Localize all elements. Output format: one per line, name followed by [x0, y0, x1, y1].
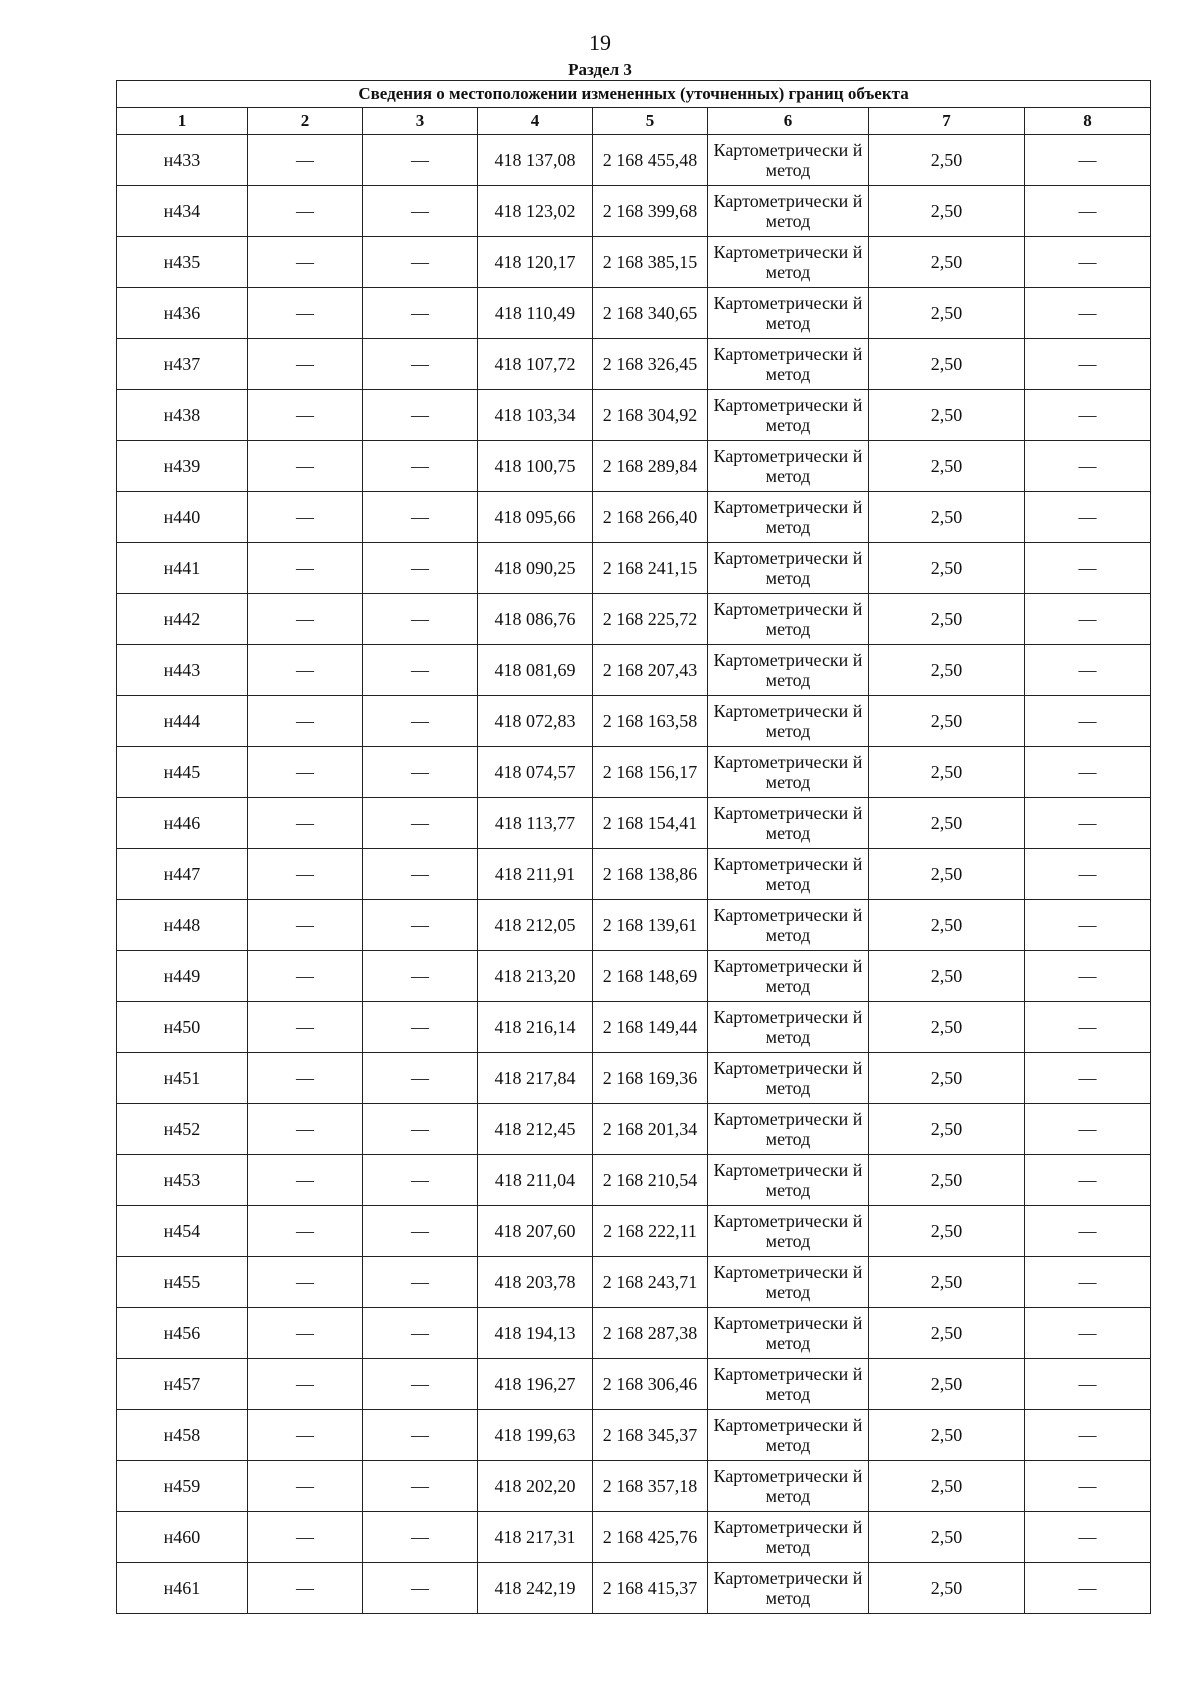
y-coordinate-cell: 2 168 156,17 [593, 747, 708, 798]
accuracy-cell: 2,50 [869, 1308, 1025, 1359]
empty-value-cell: — [1025, 1002, 1151, 1053]
table-row [117, 441, 1151, 492]
column-number: 8 [1025, 108, 1151, 135]
table-row [117, 645, 1151, 696]
empty-value-cell: — [1025, 1257, 1151, 1308]
method-cell: Картометрически й метод [708, 390, 869, 441]
y-coordinate-cell: 2 168 425,76 [593, 1512, 708, 1563]
point-name-cell: н450 [117, 1002, 248, 1053]
point-name-cell: н445 [117, 747, 248, 798]
x-coordinate-cell: 418 086,76 [478, 594, 593, 645]
empty-value-cell: — [363, 288, 478, 339]
empty-value-cell: — [248, 390, 363, 441]
empty-value-cell: — [1025, 645, 1151, 696]
y-coordinate-cell: 2 168 149,44 [593, 1002, 708, 1053]
empty-value-cell: — [1025, 1155, 1151, 1206]
point-name-cell: н449 [117, 951, 248, 1002]
empty-value-cell: — [1025, 390, 1151, 441]
empty-value-cell: — [248, 441, 363, 492]
point-name-cell: н458 [117, 1410, 248, 1461]
y-coordinate-cell: 2 168 287,38 [593, 1308, 708, 1359]
point-name-cell: н456 [117, 1308, 248, 1359]
point-name-cell: н442 [117, 594, 248, 645]
table-row [117, 186, 1151, 237]
point-name-cell: н439 [117, 441, 248, 492]
table-body [117, 135, 1151, 1614]
page-number: 19 [589, 30, 611, 55]
method-cell: Картометрически й метод [708, 1512, 869, 1563]
method-cell: Картометрически й метод [708, 1257, 869, 1308]
table-row [117, 1053, 1151, 1104]
x-coordinate-cell: 418 123,02 [478, 186, 593, 237]
y-coordinate-cell: 2 168 154,41 [593, 798, 708, 849]
y-coordinate-cell: 2 168 210,54 [593, 1155, 708, 1206]
accuracy-cell: 2,50 [869, 339, 1025, 390]
y-coordinate-cell: 2 168 169,36 [593, 1053, 708, 1104]
empty-value-cell: — [248, 1461, 363, 1512]
point-name-cell: н440 [117, 492, 248, 543]
empty-value-cell: — [363, 543, 478, 594]
point-name-cell: н447 [117, 849, 248, 900]
empty-value-cell: — [1025, 1359, 1151, 1410]
accuracy-cell: 2,50 [869, 1512, 1025, 1563]
section-title: Раздел 3 [568, 60, 632, 79]
empty-value-cell: — [248, 849, 363, 900]
method-cell: Картометрически й метод [708, 339, 869, 390]
empty-value-cell: — [363, 339, 478, 390]
x-coordinate-cell: 418 217,31 [478, 1512, 593, 1563]
method-cell: Картометрически й метод [708, 849, 869, 900]
y-coordinate-cell: 2 168 415,37 [593, 1563, 708, 1614]
empty-value-cell: — [248, 288, 363, 339]
table-row [117, 1563, 1151, 1614]
point-name-cell: н438 [117, 390, 248, 441]
empty-value-cell: — [248, 900, 363, 951]
method-cell: Картометрически й метод [708, 1410, 869, 1461]
y-coordinate-cell: 2 168 138,86 [593, 849, 708, 900]
empty-value-cell: — [1025, 492, 1151, 543]
empty-value-cell: — [1025, 1563, 1151, 1614]
x-coordinate-cell: 418 217,84 [478, 1053, 593, 1104]
table-row [117, 1104, 1151, 1155]
column-number-row [117, 108, 1151, 135]
point-name-cell: н454 [117, 1206, 248, 1257]
empty-value-cell: — [1025, 1206, 1151, 1257]
x-coordinate-cell: 418 074,57 [478, 747, 593, 798]
empty-value-cell: — [248, 1410, 363, 1461]
empty-value-cell: — [248, 1002, 363, 1053]
accuracy-cell: 2,50 [869, 798, 1025, 849]
empty-value-cell: — [248, 594, 363, 645]
method-cell: Картометрически й метод [708, 543, 869, 594]
empty-value-cell: — [363, 1104, 478, 1155]
empty-value-cell: — [248, 543, 363, 594]
empty-value-cell: — [1025, 339, 1151, 390]
x-coordinate-cell: 418 100,75 [478, 441, 593, 492]
method-cell: Картометрически й метод [708, 1206, 869, 1257]
table-row [117, 1257, 1151, 1308]
method-cell: Картометрически й метод [708, 900, 869, 951]
table-row [117, 339, 1151, 390]
accuracy-cell: 2,50 [869, 645, 1025, 696]
table-row [117, 237, 1151, 288]
point-name-cell: н460 [117, 1512, 248, 1563]
y-coordinate-cell: 2 168 306,46 [593, 1359, 708, 1410]
empty-value-cell: — [1025, 288, 1151, 339]
accuracy-cell: 2,50 [869, 1104, 1025, 1155]
table-row [117, 696, 1151, 747]
method-cell: Картометрически й метод [708, 186, 869, 237]
y-coordinate-cell: 2 168 304,92 [593, 390, 708, 441]
x-coordinate-cell: 418 110,49 [478, 288, 593, 339]
empty-value-cell: — [363, 237, 478, 288]
method-cell: Картометрически й метод [708, 441, 869, 492]
empty-value-cell: — [1025, 1308, 1151, 1359]
method-cell: Картометрически й метод [708, 237, 869, 288]
y-coordinate-cell: 2 168 326,45 [593, 339, 708, 390]
empty-value-cell: — [363, 1359, 478, 1410]
y-coordinate-cell: 2 168 357,18 [593, 1461, 708, 1512]
table-row [117, 543, 1151, 594]
table-row [117, 1461, 1151, 1512]
table-row [117, 1410, 1151, 1461]
empty-value-cell: — [363, 1512, 478, 1563]
accuracy-cell: 2,50 [869, 1053, 1025, 1104]
x-coordinate-cell: 418 095,66 [478, 492, 593, 543]
column-number: 4 [478, 108, 593, 135]
accuracy-cell: 2,50 [869, 696, 1025, 747]
method-cell: Картометрически й метод [708, 594, 869, 645]
point-name-cell: н455 [117, 1257, 248, 1308]
point-name-cell: н437 [117, 339, 248, 390]
table-row [117, 492, 1151, 543]
empty-value-cell: — [363, 849, 478, 900]
method-cell: Картометрически й метод [708, 1359, 869, 1410]
empty-value-cell: — [363, 492, 478, 543]
empty-value-cell: — [363, 135, 478, 186]
empty-value-cell: — [1025, 798, 1151, 849]
table-row [117, 135, 1151, 186]
column-number: 2 [248, 108, 363, 135]
empty-value-cell: — [248, 1257, 363, 1308]
table-row [117, 1359, 1151, 1410]
x-coordinate-cell: 418 090,25 [478, 543, 593, 594]
accuracy-cell: 2,50 [869, 1461, 1025, 1512]
point-name-cell: н457 [117, 1359, 248, 1410]
point-name-cell: н448 [117, 900, 248, 951]
accuracy-cell: 2,50 [869, 747, 1025, 798]
empty-value-cell: — [248, 747, 363, 798]
empty-value-cell: — [248, 339, 363, 390]
point-name-cell: н453 [117, 1155, 248, 1206]
empty-value-cell: — [248, 1563, 363, 1614]
empty-value-cell: — [1025, 1410, 1151, 1461]
x-coordinate-cell: 418 113,77 [478, 798, 593, 849]
method-cell: Картометрически й метод [708, 798, 869, 849]
accuracy-cell: 2,50 [869, 951, 1025, 1002]
empty-value-cell: — [363, 747, 478, 798]
empty-value-cell: — [1025, 1461, 1151, 1512]
point-name-cell: н444 [117, 696, 248, 747]
y-coordinate-cell: 2 168 163,58 [593, 696, 708, 747]
column-number: 3 [363, 108, 478, 135]
method-cell: Картометрически й метод [708, 1308, 869, 1359]
x-coordinate-cell: 418 107,72 [478, 339, 593, 390]
y-coordinate-cell: 2 168 340,65 [593, 288, 708, 339]
empty-value-cell: — [1025, 951, 1151, 1002]
point-name-cell: н435 [117, 237, 248, 288]
accuracy-cell: 2,50 [869, 594, 1025, 645]
x-coordinate-cell: 418 212,05 [478, 900, 593, 951]
point-name-cell: н441 [117, 543, 248, 594]
empty-value-cell: — [363, 390, 478, 441]
x-coordinate-cell: 418 207,60 [478, 1206, 593, 1257]
empty-value-cell: — [248, 1206, 363, 1257]
method-cell: Картометрически й метод [708, 1002, 869, 1053]
empty-value-cell: — [248, 186, 363, 237]
empty-value-cell: — [363, 951, 478, 1002]
empty-value-cell: — [363, 441, 478, 492]
empty-value-cell: — [363, 186, 478, 237]
point-name-cell: н433 [117, 135, 248, 186]
accuracy-cell: 2,50 [869, 1206, 1025, 1257]
y-coordinate-cell: 2 168 385,15 [593, 237, 708, 288]
accuracy-cell: 2,50 [869, 237, 1025, 288]
table-row [117, 1206, 1151, 1257]
x-coordinate-cell: 418 211,91 [478, 849, 593, 900]
point-name-cell: н459 [117, 1461, 248, 1512]
method-cell: Картометрически й метод [708, 645, 869, 696]
accuracy-cell: 2,50 [869, 390, 1025, 441]
point-name-cell: н436 [117, 288, 248, 339]
method-cell: Картометрически й метод [708, 747, 869, 798]
empty-value-cell: — [1025, 237, 1151, 288]
accuracy-cell: 2,50 [869, 900, 1025, 951]
y-coordinate-cell: 2 168 289,84 [593, 441, 708, 492]
y-coordinate-cell: 2 168 222,11 [593, 1206, 708, 1257]
column-number: 7 [869, 108, 1025, 135]
table-row [117, 900, 1151, 951]
empty-value-cell: — [363, 1308, 478, 1359]
accuracy-cell: 2,50 [869, 1257, 1025, 1308]
point-name-cell: н434 [117, 186, 248, 237]
x-coordinate-cell: 418 196,27 [478, 1359, 593, 1410]
y-coordinate-cell: 2 168 455,48 [593, 135, 708, 186]
empty-value-cell: — [248, 951, 363, 1002]
table-row [117, 798, 1151, 849]
empty-value-cell: — [248, 1512, 363, 1563]
x-coordinate-cell: 418 202,20 [478, 1461, 593, 1512]
empty-value-cell: — [1025, 747, 1151, 798]
x-coordinate-cell: 418 212,45 [478, 1104, 593, 1155]
accuracy-cell: 2,50 [869, 849, 1025, 900]
empty-value-cell: — [1025, 1512, 1151, 1563]
empty-value-cell: — [1025, 594, 1151, 645]
y-coordinate-cell: 2 168 241,15 [593, 543, 708, 594]
accuracy-cell: 2,50 [869, 186, 1025, 237]
accuracy-cell: 2,50 [869, 1155, 1025, 1206]
empty-value-cell: — [363, 1155, 478, 1206]
point-name-cell: н461 [117, 1563, 248, 1614]
x-coordinate-cell: 418 081,69 [478, 645, 593, 696]
accuracy-cell: 2,50 [869, 543, 1025, 594]
table-row [117, 747, 1151, 798]
table-row [117, 849, 1151, 900]
method-cell: Картометрически й метод [708, 696, 869, 747]
point-name-cell: н446 [117, 798, 248, 849]
empty-value-cell: — [248, 798, 363, 849]
boundary-coordinates-table [116, 80, 1151, 1614]
empty-value-cell: — [1025, 696, 1151, 747]
method-cell: Картометрически й метод [708, 135, 869, 186]
table-row [117, 951, 1151, 1002]
x-coordinate-cell: 418 194,13 [478, 1308, 593, 1359]
point-name-cell: н451 [117, 1053, 248, 1104]
empty-value-cell: — [363, 645, 478, 696]
empty-value-cell: — [363, 798, 478, 849]
x-coordinate-cell: 418 103,34 [478, 390, 593, 441]
method-cell: Картометрически й метод [708, 492, 869, 543]
x-coordinate-cell: 418 199,63 [478, 1410, 593, 1461]
empty-value-cell: — [363, 1410, 478, 1461]
empty-value-cell: — [248, 696, 363, 747]
method-cell: Картометрически й метод [708, 288, 869, 339]
table-row [117, 1155, 1151, 1206]
x-coordinate-cell: 418 203,78 [478, 1257, 593, 1308]
table-row [117, 1308, 1151, 1359]
point-name-cell: н443 [117, 645, 248, 696]
y-coordinate-cell: 2 168 243,71 [593, 1257, 708, 1308]
method-cell: Картометрически й метод [708, 1563, 869, 1614]
x-coordinate-cell: 418 213,20 [478, 951, 593, 1002]
empty-value-cell: — [363, 1461, 478, 1512]
accuracy-cell: 2,50 [869, 1410, 1025, 1461]
table-caption: Сведения о местоположении измененных (уточненных) границ объекта [117, 81, 1151, 108]
y-coordinate-cell: 2 168 345,37 [593, 1410, 708, 1461]
empty-value-cell: — [1025, 441, 1151, 492]
accuracy-cell: 2,50 [869, 492, 1025, 543]
y-coordinate-cell: 2 168 201,34 [593, 1104, 708, 1155]
accuracy-cell: 2,50 [869, 1002, 1025, 1053]
method-cell: Картометрически й метод [708, 1461, 869, 1512]
y-coordinate-cell: 2 168 207,43 [593, 645, 708, 696]
empty-value-cell: — [248, 1359, 363, 1410]
x-coordinate-cell: 418 216,14 [478, 1002, 593, 1053]
table-row [117, 1002, 1151, 1053]
x-coordinate-cell: 418 137,08 [478, 135, 593, 186]
empty-value-cell: — [248, 135, 363, 186]
empty-value-cell: — [1025, 1104, 1151, 1155]
empty-value-cell: — [1025, 849, 1151, 900]
empty-value-cell: — [363, 1563, 478, 1614]
empty-value-cell: — [248, 1155, 363, 1206]
empty-value-cell: — [1025, 135, 1151, 186]
y-coordinate-cell: 2 168 266,40 [593, 492, 708, 543]
x-coordinate-cell: 418 120,17 [478, 237, 593, 288]
empty-value-cell: — [363, 594, 478, 645]
empty-value-cell: — [1025, 1053, 1151, 1104]
table-row [117, 1512, 1151, 1563]
empty-value-cell: — [248, 1053, 363, 1104]
y-coordinate-cell: 2 168 148,69 [593, 951, 708, 1002]
x-coordinate-cell: 418 211,04 [478, 1155, 593, 1206]
empty-value-cell: — [363, 1257, 478, 1308]
method-cell: Картометрически й метод [708, 1155, 869, 1206]
empty-value-cell: — [1025, 186, 1151, 237]
empty-value-cell: — [363, 900, 478, 951]
empty-value-cell: — [363, 1053, 478, 1104]
y-coordinate-cell: 2 168 399,68 [593, 186, 708, 237]
method-cell: Картометрически й метод [708, 951, 869, 1002]
empty-value-cell: — [248, 492, 363, 543]
empty-value-cell: — [248, 237, 363, 288]
method-cell: Картометрически й метод [708, 1104, 869, 1155]
y-coordinate-cell: 2 168 139,61 [593, 900, 708, 951]
table-row [117, 390, 1151, 441]
point-name-cell: н452 [117, 1104, 248, 1155]
method-cell: Картометрически й метод [708, 1053, 869, 1104]
column-number: 6 [708, 108, 869, 135]
column-number: 1 [117, 108, 248, 135]
empty-value-cell: — [363, 1002, 478, 1053]
table-row [117, 288, 1151, 339]
accuracy-cell: 2,50 [869, 1563, 1025, 1614]
accuracy-cell: 2,50 [869, 1359, 1025, 1410]
empty-value-cell: — [1025, 900, 1151, 951]
column-number: 5 [593, 108, 708, 135]
x-coordinate-cell: 418 242,19 [478, 1563, 593, 1614]
y-coordinate-cell: 2 168 225,72 [593, 594, 708, 645]
empty-value-cell: — [363, 1206, 478, 1257]
empty-value-cell: — [1025, 543, 1151, 594]
empty-value-cell: — [248, 1308, 363, 1359]
accuracy-cell: 2,50 [869, 135, 1025, 186]
x-coordinate-cell: 418 072,83 [478, 696, 593, 747]
accuracy-cell: 2,50 [869, 441, 1025, 492]
empty-value-cell: — [248, 1104, 363, 1155]
table-row [117, 594, 1151, 645]
accuracy-cell: 2,50 [869, 288, 1025, 339]
empty-value-cell: — [363, 696, 478, 747]
empty-value-cell: — [248, 645, 363, 696]
